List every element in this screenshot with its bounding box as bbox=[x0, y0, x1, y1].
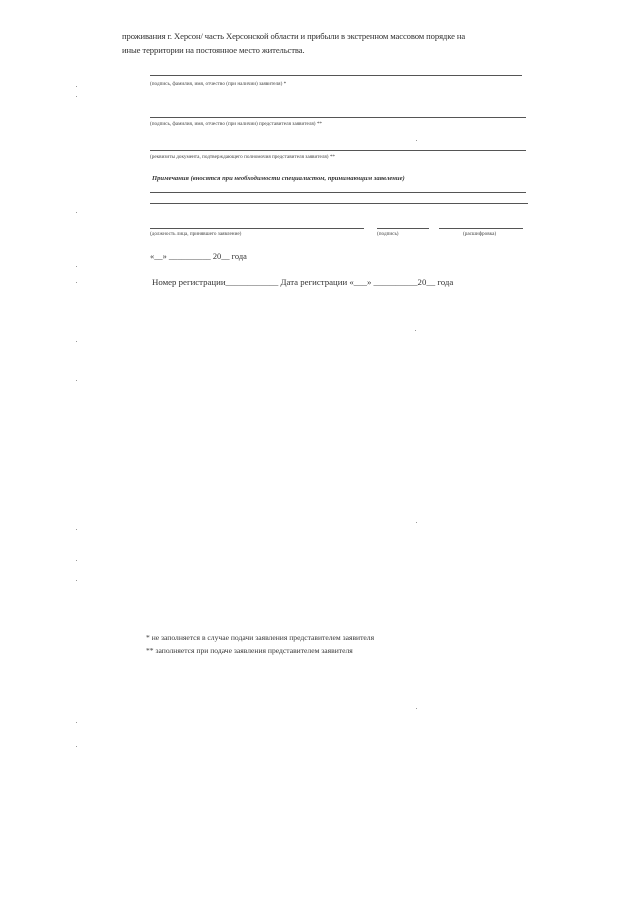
applicant-caption: (подпись, фамилия, имя, отчество (при наличии) заявителя) * bbox=[150, 81, 287, 87]
official-signature-caption: (подпись) bbox=[377, 231, 399, 237]
intro-line-1: проживания г. Херсон/ часть Херсонской области и прибыли в экстренном массовом порядке на bbox=[122, 31, 466, 41]
notes-line-2 bbox=[150, 203, 528, 204]
official-decoding-caption: (расшифровка) bbox=[463, 231, 497, 237]
acceptance-date: «__» __________ 20__ года bbox=[150, 252, 247, 261]
official-position-caption: (должность лица, принявшего заявление) bbox=[150, 231, 242, 237]
registration-line: Номер регистрации____________ Дата регистрации «___» __________20__ года bbox=[152, 277, 454, 287]
representative-signature-line bbox=[150, 117, 526, 118]
authority-document-line bbox=[150, 150, 526, 151]
notes-line-1 bbox=[150, 192, 526, 193]
official-decoding-line bbox=[439, 228, 523, 229]
authority-document-caption: (реквизиты документа, подтверждающего полномочия представителя заявителя) ** bbox=[150, 154, 336, 160]
intro-line-2: иные территории на постоянное место жительства. bbox=[122, 45, 305, 55]
footnote-one: * не заполняется в случае подачи заявления представителем заявителя bbox=[146, 633, 375, 642]
official-signature-line bbox=[377, 228, 429, 229]
official-position-line bbox=[150, 228, 364, 229]
footnote-two: ** заполняется при подаче заявления представителем заявителя bbox=[146, 646, 353, 655]
applicant-signature-line bbox=[150, 75, 522, 76]
representative-caption: (подпись, фамилия, имя, отчество (при наличии) представителя заявителя) ** bbox=[150, 121, 323, 127]
notes-heading: Примечания (вносятся при необходимости специалистом, принимающим заявление) bbox=[152, 175, 405, 182]
